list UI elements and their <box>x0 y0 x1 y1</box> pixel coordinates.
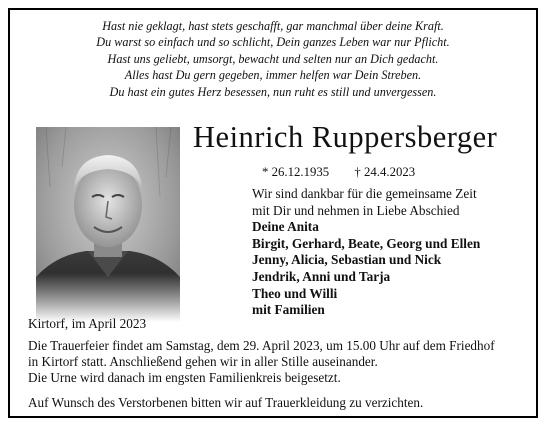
place-date: Kirtorf, im April 2023 <box>28 316 147 331</box>
poem-line: Du warst so einfach und so schlicht, Dein ganzes Leben war nur Pflicht. <box>96 35 450 50</box>
life-dates <box>262 164 437 180</box>
poem-line: Alles hast Du gern gegeben, immer helfen war Dein Streben. <box>124 68 422 83</box>
family-line: Theo und Willi <box>252 285 338 301</box>
ceremony-line: Die Urne wird danach im engsten Familienkreis beigesetzt. <box>28 370 341 386</box>
thanks-line: mit Dir und nehmen in Liebe Abschied <box>252 202 460 218</box>
birth-date: * 26.12.1935 <box>262 165 330 179</box>
family-line: Jendrik, Anni und Tarja <box>252 268 391 284</box>
poem-line: Du hast ein gutes Herz besessen, nun ruht es still und unvergessen. <box>109 84 437 99</box>
obituary-frame <box>8 8 538 418</box>
thanks-line: Wir sind dankbar für die gemeinsame Zeit <box>252 186 477 201</box>
poem-line: Hast nie geklagt, hast stets geschafft, gar manchmal über deine Kraft. <box>102 19 444 33</box>
thanks-block <box>252 186 480 319</box>
ceremony-info <box>28 338 495 387</box>
deceased-wish: Auf Wunsch des Verstorbenen bitten wir auf Trauerkleidung zu verzichten. <box>28 395 424 410</box>
family-line: Deine Anita <box>252 219 319 235</box>
poem <box>10 18 536 100</box>
family-line: Jenny, Alicia, Sebastian und Nick <box>252 252 442 268</box>
family-line: mit Familien <box>252 302 325 318</box>
portrait-photo <box>36 127 180 322</box>
ceremony-line: Die Trauerfeier findet am Samstag, dem 29. April 2023, um 15.00 Uhr auf dem Friedhof <box>28 338 495 353</box>
family-line: Birgit, Gerhard, Beate, Georg und Ellen <box>252 235 481 251</box>
death-date: † 24.4.2023 <box>354 165 416 179</box>
poem-line: Hast uns geliebt, umsorgt, bewacht und selten nur an Dich gedacht. <box>107 51 439 66</box>
ceremony-line: in Kirtorf statt. Anschließend gehen wir in aller Stille auseinander. <box>28 354 378 370</box>
deceased-name: Heinrich Ruppersberger <box>193 120 498 154</box>
